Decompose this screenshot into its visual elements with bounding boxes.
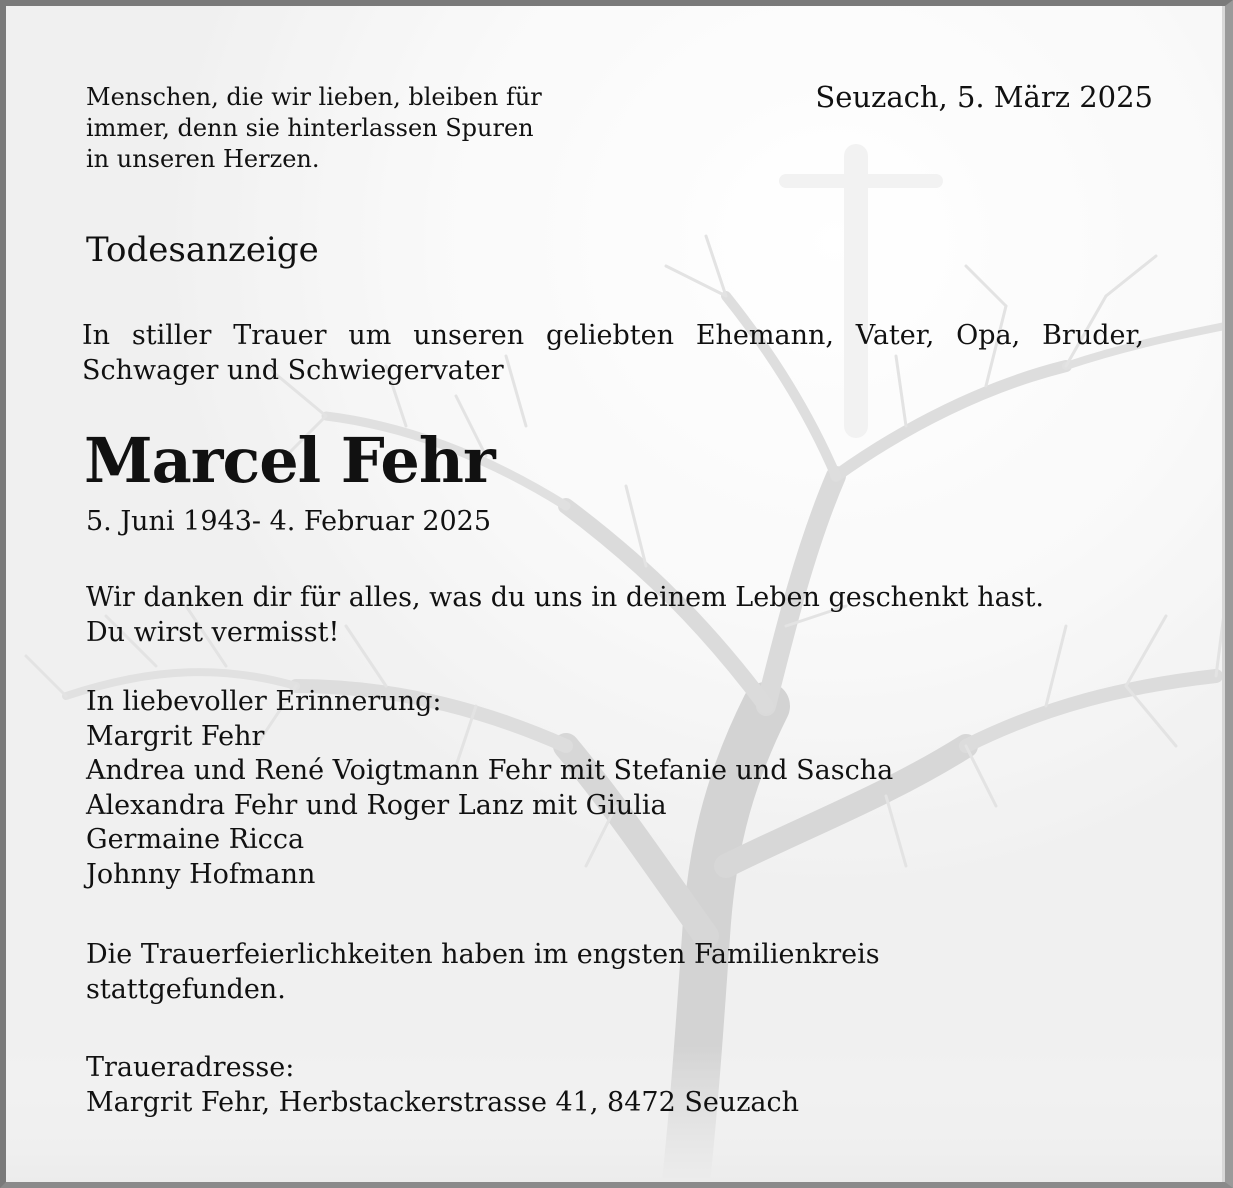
- motto-line: in unseren Herzen.: [86, 145, 320, 173]
- family-label: In liebevoller Erinnerung:: [86, 686, 442, 717]
- family-member: Andrea und René Voigtmann Fehr mit Stefanie und Sascha: [86, 755, 894, 786]
- address-value: Margrit Fehr, Herbstackerstrasse 41, 8472 Seuzach: [86, 1086, 800, 1118]
- family-member: Margrit Fehr: [86, 720, 265, 752]
- intro-line: In stiller Trauer um unseren geliebten Ehemann, Vater, Opa, Bruder,: [82, 320, 1144, 351]
- thanks-line: Wir danken dir für alles, was du uns in deinem Leben geschenkt hast.: [86, 582, 1045, 613]
- address-label: Traueradresse:: [86, 1052, 295, 1083]
- motto-line: Menschen, die wir lieben, bleiben für: [86, 83, 542, 111]
- thanks-line: Du wirst vermisst!: [86, 616, 340, 648]
- ceremony-line: Die Trauerfeierlichkeiten haben im engsten Familienkreis: [86, 939, 880, 970]
- edge-shadow: [1222, 6, 1225, 1182]
- lifespan-dates: 5. Juni 1943- 4. Februar 2025: [86, 506, 492, 537]
- family-member: Alexandra Fehr und Roger Lanz mit Giulia: [86, 789, 667, 821]
- mourning-address: [86, 1051, 799, 1120]
- intro-line: Schwager und Schwiegervater: [82, 355, 504, 386]
- intro-text: [82, 318, 1144, 388]
- motto-quote: [86, 82, 542, 175]
- deceased-name: Marcel Fehr: [84, 424, 495, 497]
- page-title: Todesanzeige: [86, 230, 319, 270]
- ceremony-note: [86, 938, 880, 1007]
- ceremony-line: stattgefunden.: [86, 973, 286, 1005]
- family-member: Germaine Ricca: [86, 824, 305, 855]
- thanks-message: [86, 581, 1044, 650]
- place-date: Seuzach, 5. März 2025: [815, 80, 1153, 114]
- motto-line: immer, denn sie hinterlassen Spuren: [86, 114, 534, 142]
- family-member: Johnny Hofmann: [86, 858, 316, 890]
- family-list: [86, 685, 893, 892]
